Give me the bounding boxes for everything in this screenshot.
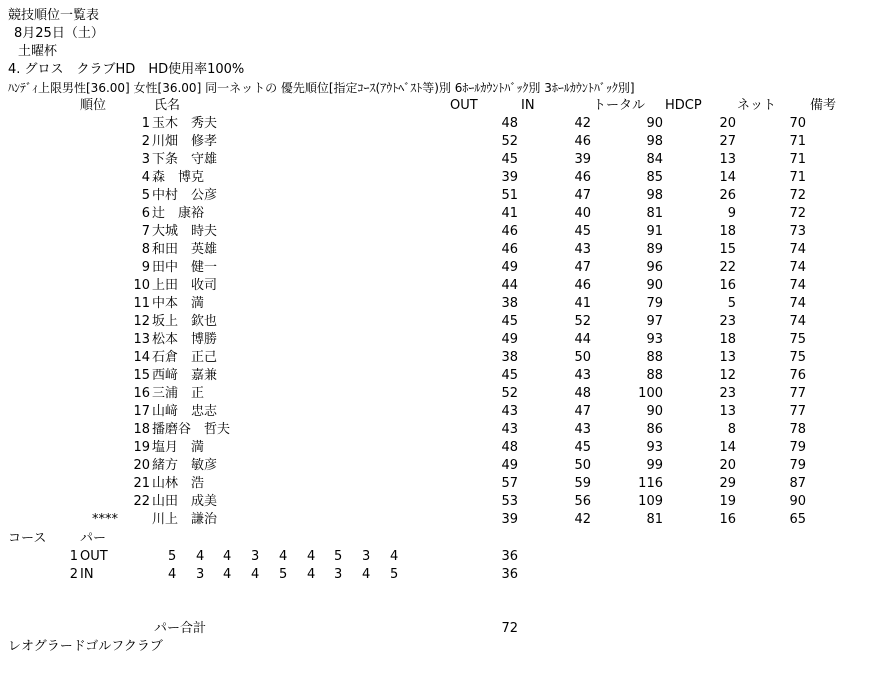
cell-out: 46 xyxy=(501,224,518,239)
course-row-number: 1 xyxy=(69,549,78,564)
table-row xyxy=(0,331,876,349)
cell-net: 74 xyxy=(789,260,806,275)
cell-out: 49 xyxy=(501,260,518,275)
cell-total: 84 xyxy=(646,152,663,167)
cell-name: 大城 時夫 xyxy=(152,224,218,239)
course-par-total: 36 xyxy=(501,567,518,582)
par-label: パー xyxy=(80,531,107,546)
cell-name: 玉木 秀夫 xyxy=(152,116,218,131)
cell-name: 下条 守雄 xyxy=(152,152,218,167)
cell-total: 89 xyxy=(646,242,663,257)
col-net: ネット xyxy=(737,98,777,113)
cell-rank: 6 xyxy=(141,206,150,221)
table-row xyxy=(0,187,876,205)
club-name: レオグラードゴルフクラブ xyxy=(8,639,163,654)
cell-out: 52 xyxy=(501,386,518,401)
cell-out: 49 xyxy=(501,458,518,473)
hole-par: 4 xyxy=(362,567,371,582)
cell-in: 46 xyxy=(574,134,591,149)
cell-out: 46 xyxy=(501,242,518,257)
cell-hdcp: 23 xyxy=(719,386,736,401)
cell-rank: 10 xyxy=(133,278,150,293)
cell-total: 91 xyxy=(646,224,663,239)
cell-rank: 20 xyxy=(133,458,150,473)
cell-total: 109 xyxy=(638,494,663,509)
course-row-name: IN xyxy=(80,567,94,582)
hole-par: 4 xyxy=(251,567,260,582)
hole-par: 4 xyxy=(307,549,316,564)
hole-par: 4 xyxy=(307,567,316,582)
cell-out: 38 xyxy=(501,350,518,365)
cell-name: 辻 康裕 xyxy=(152,206,205,221)
cell-name: 山田 成美 xyxy=(152,494,218,509)
cell-hdcp: 23 xyxy=(719,314,736,329)
cell-name: 森 博克 xyxy=(152,170,205,185)
cell-in: 44 xyxy=(574,332,591,347)
event-date: 8月25日（土） xyxy=(14,26,104,41)
hole-par: 5 xyxy=(390,567,399,582)
col-hdcp: HDCP xyxy=(665,98,702,113)
cell-name: 田中 健一 xyxy=(152,260,218,275)
hole-par: 4 xyxy=(279,549,288,564)
cell-total: 90 xyxy=(646,404,663,419)
cell-out: 45 xyxy=(501,152,518,167)
hole-par: 5 xyxy=(279,567,288,582)
cell-in: 59 xyxy=(574,476,591,491)
cell-out: 44 xyxy=(501,278,518,293)
par-total-label: パー合計 xyxy=(154,621,207,636)
cell-hdcp: 9 xyxy=(727,206,736,221)
cell-net: 65 xyxy=(789,512,806,527)
cell-out: 45 xyxy=(501,314,518,329)
cell-hdcp: 20 xyxy=(719,116,736,131)
cell-net: 72 xyxy=(789,188,806,203)
cell-name: 川上 謙治 xyxy=(152,512,218,527)
cell-in: 47 xyxy=(574,260,591,275)
cell-net: 79 xyxy=(789,440,806,455)
cell-net: 74 xyxy=(789,296,806,311)
cell-rank: 4 xyxy=(141,170,150,185)
cell-hdcp: 26 xyxy=(719,188,736,203)
cell-name: 三浦 正 xyxy=(152,386,205,401)
cell-name: 和田 英雄 xyxy=(152,242,218,257)
cell-net: 75 xyxy=(789,350,806,365)
cell-hdcp: 18 xyxy=(719,224,736,239)
cell-rank: **** xyxy=(92,512,118,527)
cell-name: 山林 浩 xyxy=(152,476,205,491)
cell-hdcp: 29 xyxy=(719,476,736,491)
course-row-number: 2 xyxy=(69,567,78,582)
cell-in: 40 xyxy=(574,206,591,221)
cell-name: 松本 博勝 xyxy=(152,332,218,347)
cell-net: 90 xyxy=(789,494,806,509)
cell-in: 47 xyxy=(574,404,591,419)
cell-hdcp: 16 xyxy=(719,512,736,527)
cell-out: 43 xyxy=(501,422,518,437)
cell-name: 西﨑 嘉兼 xyxy=(152,368,218,383)
cell-out: 39 xyxy=(501,512,518,527)
table-row xyxy=(0,295,876,313)
cell-out: 52 xyxy=(501,134,518,149)
table-row xyxy=(0,223,876,241)
document-title: 競技順位一覧表 xyxy=(8,8,100,23)
par-total-value: 72 xyxy=(501,621,518,636)
col-total: トータル xyxy=(593,98,646,113)
cell-total: 81 xyxy=(646,206,663,221)
table-row xyxy=(0,241,876,259)
cell-out: 45 xyxy=(501,368,518,383)
table-row xyxy=(0,349,876,367)
table-row xyxy=(0,421,876,439)
cell-in: 50 xyxy=(574,458,591,473)
cell-total: 116 xyxy=(638,476,663,491)
cell-in: 45 xyxy=(574,224,591,239)
cell-out: 38 xyxy=(501,296,518,311)
cell-name: 塩月 満 xyxy=(152,440,205,455)
hole-par: 5 xyxy=(168,549,177,564)
cell-net: 75 xyxy=(789,332,806,347)
cell-rank: 9 xyxy=(141,260,150,275)
hole-par: 4 xyxy=(223,549,232,564)
cell-rank: 16 xyxy=(133,386,150,401)
cell-total: 90 xyxy=(646,278,663,293)
cell-hdcp: 16 xyxy=(719,278,736,293)
cell-out: 43 xyxy=(501,404,518,419)
cell-total: 81 xyxy=(646,512,663,527)
cell-net: 77 xyxy=(789,404,806,419)
cell-total: 98 xyxy=(646,134,663,149)
tiebreak-rules: ﾊﾝﾃﾞｨ上限男性[36.00] 女性[36.00] 同一ネットの 優先順位[指定ｺｰｽ(ｱｳﾄﾍﾞｽﾄ等)別 6ﾎｰﾙｶｳﾝﾄﾊﾞｯｸ別 3ﾎｰﾙｶｳﾝﾄﾊﾞｯｸ別] xyxy=(8,81,635,95)
cell-in: 42 xyxy=(574,512,591,527)
cell-in: 46 xyxy=(574,170,591,185)
cell-net: 76 xyxy=(789,368,806,383)
cell-total: 98 xyxy=(646,188,663,203)
cell-total: 100 xyxy=(638,386,663,401)
cell-out: 57 xyxy=(501,476,518,491)
table-row xyxy=(0,205,876,223)
cell-hdcp: 19 xyxy=(719,494,736,509)
table-row xyxy=(0,457,876,475)
cell-rank: 8 xyxy=(141,242,150,257)
cell-rank: 22 xyxy=(133,494,150,509)
col-rank: 順位 xyxy=(80,98,107,113)
cell-out: 48 xyxy=(501,440,518,455)
cell-in: 43 xyxy=(574,422,591,437)
cell-hdcp: 14 xyxy=(719,170,736,185)
hole-par: 3 xyxy=(334,567,343,582)
cell-out: 49 xyxy=(501,332,518,347)
cell-total: 93 xyxy=(646,440,663,455)
cell-in: 47 xyxy=(574,188,591,203)
table-row xyxy=(0,385,876,403)
cell-hdcp: 8 xyxy=(727,422,736,437)
cell-name: 播磨谷 哲夫 xyxy=(152,422,231,437)
cell-in: 43 xyxy=(574,368,591,383)
cell-net: 71 xyxy=(789,170,806,185)
cell-in: 41 xyxy=(574,296,591,311)
cell-net: 72 xyxy=(789,206,806,221)
cell-rank: 2 xyxy=(141,134,150,149)
hole-par: 3 xyxy=(196,567,205,582)
cell-name: 中村 公彦 xyxy=(152,188,218,203)
cell-rank: 21 xyxy=(133,476,150,491)
cell-rank: 1 xyxy=(141,116,150,131)
cell-hdcp: 13 xyxy=(719,152,736,167)
cell-total: 90 xyxy=(646,116,663,131)
cell-total: 99 xyxy=(646,458,663,473)
cell-net: 78 xyxy=(789,422,806,437)
cell-hdcp: 20 xyxy=(719,458,736,473)
col-in: IN xyxy=(521,98,535,113)
cell-rank: 19 xyxy=(133,440,150,455)
cell-rank: 15 xyxy=(133,368,150,383)
cell-hdcp: 14 xyxy=(719,440,736,455)
cell-name: 中本 満 xyxy=(152,296,205,311)
cell-net: 79 xyxy=(789,458,806,473)
col-note: 備考 xyxy=(810,98,837,113)
table-row xyxy=(0,403,876,421)
cell-name: 上田 收司 xyxy=(152,278,218,293)
table-row xyxy=(0,277,876,295)
cell-rank: 13 xyxy=(133,332,150,347)
cell-out: 39 xyxy=(501,170,518,185)
cell-in: 48 xyxy=(574,386,591,401)
cell-in: 52 xyxy=(574,314,591,329)
table-row xyxy=(0,169,876,187)
cell-total: 86 xyxy=(646,422,663,437)
hole-par: 3 xyxy=(362,549,371,564)
cell-in: 46 xyxy=(574,278,591,293)
cell-name: 石倉 正己 xyxy=(152,350,218,365)
cell-hdcp: 15 xyxy=(719,242,736,257)
cell-rank: 17 xyxy=(133,404,150,419)
cell-net: 74 xyxy=(789,314,806,329)
table-row xyxy=(0,313,876,331)
cell-hdcp: 18 xyxy=(719,332,736,347)
cell-in: 42 xyxy=(574,116,591,131)
cell-name: 緒方 敏彦 xyxy=(152,458,218,473)
table-row xyxy=(0,151,876,169)
table-row xyxy=(0,259,876,277)
cell-hdcp: 22 xyxy=(719,260,736,275)
cell-in: 50 xyxy=(574,350,591,365)
cell-total: 85 xyxy=(646,170,663,185)
cell-net: 87 xyxy=(789,476,806,491)
cell-in: 43 xyxy=(574,242,591,257)
cell-hdcp: 27 xyxy=(719,134,736,149)
cell-rank: 12 xyxy=(133,314,150,329)
cell-hdcp: 12 xyxy=(719,368,736,383)
hole-par: 4 xyxy=(390,549,399,564)
cell-hdcp: 13 xyxy=(719,350,736,365)
cell-out: 51 xyxy=(501,188,518,203)
cell-total: 96 xyxy=(646,260,663,275)
scoring-format: 4. グロス クラブHD HD使用率100% xyxy=(8,62,245,77)
table-row xyxy=(0,511,876,529)
hole-par: 4 xyxy=(223,567,232,582)
hole-par: 4 xyxy=(168,567,177,582)
cell-hdcp: 13 xyxy=(719,404,736,419)
cell-total: 88 xyxy=(646,350,663,365)
col-out: OUT xyxy=(450,98,478,113)
table-row xyxy=(0,439,876,457)
hole-par: 5 xyxy=(334,549,343,564)
cell-name: 坂上 欽也 xyxy=(152,314,218,329)
cell-net: 73 xyxy=(789,224,806,239)
event-name: 土曜杯 xyxy=(18,44,58,59)
table-row xyxy=(0,475,876,493)
hole-par: 4 xyxy=(196,549,205,564)
cell-rank: 5 xyxy=(141,188,150,203)
cell-total: 79 xyxy=(646,296,663,311)
cell-rank: 14 xyxy=(133,350,150,365)
col-name: 氏名 xyxy=(154,98,181,113)
cell-in: 45 xyxy=(574,440,591,455)
course-label: コース xyxy=(8,531,47,546)
cell-hdcp: 5 xyxy=(727,296,736,311)
table-row xyxy=(0,493,876,511)
hole-par: 3 xyxy=(251,549,260,564)
cell-net: 74 xyxy=(789,242,806,257)
cell-out: 41 xyxy=(501,206,518,221)
cell-out: 48 xyxy=(501,116,518,131)
cell-rank: 11 xyxy=(133,296,150,311)
cell-total: 97 xyxy=(646,314,663,329)
cell-total: 88 xyxy=(646,368,663,383)
cell-name: 川畑 修孝 xyxy=(152,134,218,149)
cell-out: 53 xyxy=(501,494,518,509)
cell-rank: 3 xyxy=(141,152,150,167)
course-par-total: 36 xyxy=(501,549,518,564)
course-row-name: OUT xyxy=(80,549,108,564)
table-row xyxy=(0,133,876,151)
cell-in: 39 xyxy=(574,152,591,167)
cell-rank: 7 xyxy=(141,224,150,239)
cell-net: 70 xyxy=(789,116,806,131)
table-row xyxy=(0,115,876,133)
cell-name: 山﨑 忠志 xyxy=(152,404,218,419)
cell-net: 71 xyxy=(789,152,806,167)
cell-in: 56 xyxy=(574,494,591,509)
cell-net: 77 xyxy=(789,386,806,401)
table-row xyxy=(0,367,876,385)
cell-total: 93 xyxy=(646,332,663,347)
cell-rank: 18 xyxy=(133,422,150,437)
cell-net: 71 xyxy=(789,134,806,149)
cell-net: 74 xyxy=(789,278,806,293)
